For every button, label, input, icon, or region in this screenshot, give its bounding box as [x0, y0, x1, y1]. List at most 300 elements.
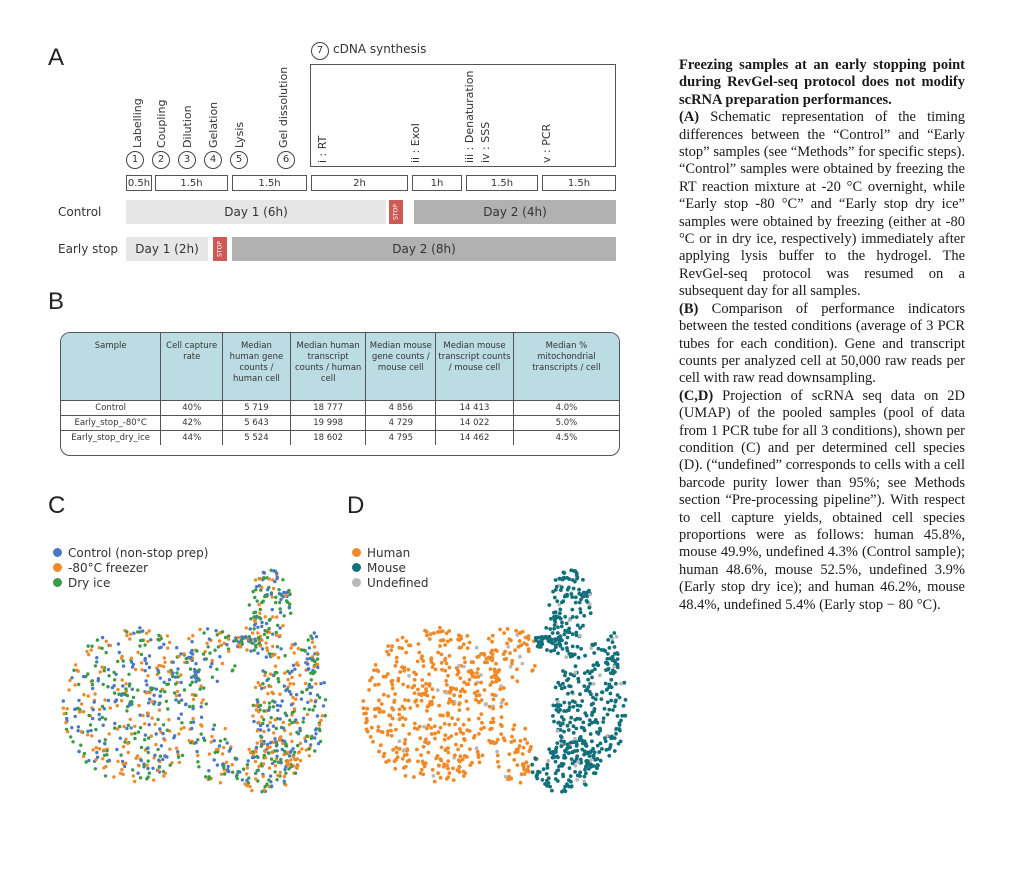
legend-label: Dry ice: [68, 575, 111, 590]
umap-point: [249, 627, 252, 630]
umap-point: [176, 667, 179, 670]
umap-point: [260, 739, 263, 742]
umap-point: [566, 636, 570, 640]
umap-point: [86, 672, 89, 675]
panel-label-d: D: [347, 492, 365, 519]
umap-point: [269, 774, 272, 777]
umap-point: [256, 599, 259, 602]
umap-point: [216, 680, 219, 683]
umap-point: [454, 732, 458, 736]
umap-point: [570, 784, 574, 788]
umap-point: [218, 639, 221, 642]
umap-point: [130, 657, 133, 660]
umap-point: [423, 765, 427, 769]
umap-point: [456, 718, 460, 722]
umap-point: [137, 730, 140, 733]
umap-point: [107, 674, 110, 677]
umap-point: [424, 682, 428, 686]
umap-point: [314, 732, 317, 735]
umap-point: [235, 775, 238, 778]
umap-point: [248, 603, 251, 606]
cdna-step-exoi: ii : ExoI: [409, 123, 422, 163]
umap-point: [449, 687, 453, 691]
umap-point: [101, 757, 104, 760]
umap-point: [291, 696, 294, 699]
umap-point: [447, 629, 451, 633]
umap-point: [166, 729, 169, 732]
umap-point: [597, 647, 601, 651]
umap-point: [593, 707, 597, 711]
umap-point: [174, 675, 177, 678]
umap-point: [567, 577, 571, 581]
umap-point: [73, 683, 76, 686]
umap-point: [276, 576, 279, 579]
umap-point: [401, 705, 405, 709]
umap-point: [426, 742, 430, 746]
umap-point: [576, 677, 580, 681]
umap-point: [267, 778, 270, 781]
umap-point: [86, 733, 89, 736]
umap-point: [456, 769, 460, 773]
umap-point: [133, 725, 136, 728]
umap-point: [614, 700, 618, 704]
umap-point: [396, 755, 400, 759]
umap-point: [601, 690, 605, 694]
umap-point: [580, 699, 584, 703]
umap-point: [606, 700, 610, 704]
umap-point: [302, 717, 305, 720]
umap-point: [255, 585, 258, 588]
step-label-gel-dissolution: Gel dissolution: [277, 66, 290, 148]
umap-point: [296, 721, 299, 724]
early-day2-bar: Day 2 (8h): [232, 237, 616, 261]
umap-point: [612, 659, 616, 663]
umap-point: [564, 641, 568, 645]
performance-table: [60, 332, 620, 456]
umap-point: [500, 701, 504, 705]
umap-point: [554, 704, 558, 708]
umap-point: [274, 596, 277, 599]
umap-point: [554, 760, 558, 764]
umap-point: [259, 588, 262, 591]
umap-point: [382, 675, 386, 679]
umap-point: [270, 784, 273, 787]
umap-point: [159, 690, 162, 693]
umap-point: [420, 678, 424, 682]
umap-point: [98, 747, 101, 750]
umap-point: [124, 687, 127, 690]
umap-point: [384, 760, 388, 764]
umap-point: [523, 727, 527, 731]
legend-label: Mouse: [367, 560, 406, 575]
umap-point: [141, 714, 144, 717]
umap-point: [434, 668, 438, 672]
umap-point: [455, 687, 459, 691]
umap-point: [583, 671, 587, 675]
umap-point: [444, 733, 448, 737]
umap-point: [606, 668, 610, 672]
umap-point: [590, 676, 594, 680]
umap-point: [537, 643, 541, 647]
umap-point: [569, 592, 573, 596]
umap-point: [277, 680, 280, 683]
umap-point: [590, 711, 594, 715]
umap-point: [289, 732, 292, 735]
umap-point: [93, 692, 96, 695]
umap-point: [589, 732, 593, 736]
umap-point: [576, 708, 580, 712]
umap-point: [196, 760, 199, 763]
umap-point: [475, 671, 479, 675]
umap-point: [126, 742, 129, 745]
umap-point: [113, 678, 116, 681]
umap-point: [95, 660, 98, 663]
umap-point: [253, 596, 256, 599]
umap-point: [167, 718, 170, 721]
umap-point: [130, 726, 133, 729]
umap-point: [277, 588, 280, 591]
panel-label-c: C: [48, 492, 66, 519]
umap-point: [82, 693, 85, 696]
umap-point: [553, 637, 557, 641]
umap-point: [587, 763, 591, 767]
umap-point: [288, 603, 291, 606]
umap-point: [127, 751, 130, 754]
umap-point: [294, 642, 297, 645]
umap-point: [268, 619, 271, 622]
umap-point: [574, 601, 578, 605]
umap-point: [391, 679, 395, 683]
table-cell: 40%: [161, 401, 223, 416]
umap-point: [559, 744, 563, 748]
umap-point: [491, 707, 495, 711]
umap-point: [475, 746, 479, 750]
step-number-4: 4: [204, 151, 222, 169]
umap-point: [317, 742, 320, 745]
umap-point: [480, 698, 484, 702]
umap-point: [288, 672, 291, 675]
umap-point: [249, 649, 252, 652]
cdna-step-denaturation: iii : Denaturation: [463, 70, 476, 163]
umap-point: [563, 615, 567, 619]
umap-point: [267, 709, 270, 712]
umap-point: [460, 744, 464, 748]
duration-box: 1.5h: [155, 175, 228, 191]
umap-point: [393, 692, 397, 696]
umap-point: [155, 732, 158, 735]
umap-point: [191, 681, 194, 684]
umap-point: [265, 655, 268, 658]
umap-point: [286, 678, 289, 681]
umap-point: [576, 760, 580, 764]
umap-point: [568, 721, 572, 725]
table-cell: 5.0%: [513, 416, 619, 431]
umap-point: [260, 736, 263, 739]
umap-point: [623, 714, 627, 718]
umap-point: [391, 683, 395, 687]
legend-label: Control (non-stop prep): [68, 545, 209, 560]
umap-point: [588, 682, 592, 686]
umap-point: [420, 768, 424, 772]
umap-point: [145, 632, 148, 635]
umap-point: [222, 766, 225, 769]
umap-point: [100, 665, 103, 668]
umap-point: [288, 593, 291, 596]
umap-point: [502, 686, 506, 690]
umap-point: [481, 754, 485, 758]
umap-point: [119, 772, 122, 775]
umap-point: [564, 655, 568, 659]
umap-point: [386, 733, 390, 737]
umap-point: [125, 634, 128, 637]
umap-point: [153, 723, 156, 726]
umap-point: [560, 625, 564, 629]
umap-point: [404, 717, 408, 721]
umap-point: [587, 589, 591, 593]
umap-point: [556, 625, 560, 629]
umap-point: [275, 743, 278, 746]
umap-point: [155, 688, 158, 691]
umap-point: [311, 708, 314, 711]
umap-point: [607, 754, 611, 758]
umap-point: [474, 675, 478, 679]
umap-point: [125, 709, 128, 712]
umap-point: [573, 671, 577, 675]
umap-point: [254, 645, 257, 648]
umap-point: [145, 691, 148, 694]
umap-point: [398, 739, 402, 743]
umap-point: [292, 755, 295, 758]
umap-point: [466, 646, 470, 650]
umap-point: [573, 718, 577, 722]
umap-point: [482, 726, 486, 730]
umap-point: [415, 698, 419, 702]
umap-point: [76, 729, 79, 732]
umap-point: [604, 682, 608, 686]
umap-point: [268, 631, 271, 634]
table-header: Median % mitochondrial transcripts / cell: [513, 333, 619, 401]
umap-point: [362, 706, 366, 710]
umap-point: [108, 759, 111, 762]
umap-point: [289, 612, 292, 615]
umap-point: [136, 651, 139, 654]
umap-point: [490, 640, 494, 644]
umap-point: [82, 675, 85, 678]
umap-point: [255, 746, 258, 749]
umap-point: [124, 738, 127, 741]
umap-point: [74, 663, 77, 666]
umap-point: [262, 718, 265, 721]
umap-point: [213, 649, 216, 652]
umap-point: [567, 728, 571, 732]
umap-point: [254, 704, 257, 707]
umap-point: [465, 699, 469, 703]
umap-point: [277, 761, 280, 764]
umap-point: [157, 634, 160, 637]
umap-point: [447, 736, 451, 740]
umap-point: [98, 708, 101, 711]
umap-point: [295, 661, 298, 664]
umap-point: [554, 686, 558, 690]
umap-point: [245, 626, 248, 629]
control-row-label: Control: [58, 205, 102, 219]
umap-point: [622, 704, 626, 708]
umap-point: [189, 721, 192, 724]
umap-point: [416, 660, 420, 664]
umap-point: [572, 705, 576, 709]
umap-point: [181, 754, 184, 757]
umap-point: [269, 685, 272, 688]
umap-point: [200, 716, 203, 719]
umap-point: [611, 708, 615, 712]
umap-point: [266, 724, 269, 727]
umap-point: [102, 683, 105, 686]
umap-point: [447, 723, 451, 727]
umap-point: [565, 622, 569, 626]
table-cell: 4 856: [366, 401, 436, 416]
umap-point: [231, 669, 234, 672]
umap-point: [303, 737, 306, 740]
umap-point: [253, 623, 256, 626]
umap-point: [262, 600, 265, 603]
umap-point: [535, 774, 539, 778]
umap-point: [573, 700, 577, 704]
umap-point: [391, 708, 395, 712]
umap-point: [268, 577, 271, 580]
umap-point: [281, 624, 284, 627]
umap-point: [391, 687, 395, 691]
umap-point: [312, 665, 315, 668]
umap-point: [411, 686, 415, 690]
umap-point: [538, 770, 542, 774]
umap-point: [290, 676, 293, 679]
umap-point: [458, 676, 462, 680]
umap-point: [262, 709, 265, 712]
umap-point: [134, 668, 137, 671]
umap-point: [474, 698, 478, 702]
caption-paragraph-a: [679, 109, 965, 300]
umap-point: [278, 738, 281, 741]
umap-point: [146, 746, 149, 749]
umap-point: [80, 702, 83, 705]
umap-point: [377, 699, 381, 703]
umap-point: [313, 736, 316, 739]
umap-point: [144, 679, 147, 682]
umap-point: [128, 704, 131, 707]
umap-point: [178, 761, 181, 764]
umap-point: [168, 678, 171, 681]
umap-point: [213, 758, 216, 761]
umap-point: [268, 706, 271, 709]
umap-point: [206, 627, 209, 630]
umap-point: [420, 693, 424, 697]
umap-point: [139, 726, 142, 729]
umap-point: [398, 747, 402, 751]
umap-point: [367, 688, 371, 692]
umap-point: [588, 690, 592, 694]
umap-point: [188, 739, 191, 742]
umap-point: [558, 608, 562, 612]
umap-point: [129, 718, 132, 721]
umap-point: [151, 767, 154, 770]
umap-point: [98, 740, 101, 743]
umap-point: [566, 743, 570, 747]
umap-point: [190, 727, 193, 730]
umap-point: [396, 679, 400, 683]
umap-point: [246, 766, 249, 769]
umap-point: [180, 712, 183, 715]
umap-point: [562, 709, 566, 713]
umap-point: [263, 571, 266, 574]
cdna-synthesis-title: cDNA synthesis: [333, 42, 427, 56]
umap-point: [361, 699, 365, 703]
umap-point: [220, 773, 223, 776]
umap-point: [576, 576, 580, 580]
umap-point: [242, 768, 245, 771]
umap-point: [404, 651, 408, 655]
umap-point: [394, 664, 398, 668]
table-cell: 14 413: [436, 401, 514, 416]
umap-point: [514, 629, 518, 633]
umap-point: [104, 774, 107, 777]
umap-point: [147, 751, 150, 754]
umap-point: [199, 684, 202, 687]
umap-point: [116, 660, 119, 663]
umap-point: [445, 662, 449, 666]
umap-point: [179, 681, 182, 684]
umap-point: [425, 709, 429, 713]
umap-point: [295, 693, 298, 696]
umap-point: [494, 662, 498, 666]
umap-point: [440, 661, 444, 665]
step-number-2: 2: [152, 151, 170, 169]
umap-point: [498, 687, 502, 691]
umap-point: [100, 647, 103, 650]
umap-point: [313, 705, 316, 708]
umap-point: [228, 749, 231, 752]
umap-point: [294, 772, 297, 775]
umap-point: [288, 754, 291, 757]
umap-point: [446, 775, 450, 779]
umap-point: [297, 647, 300, 650]
umap-point: [256, 700, 259, 703]
umap-point: [264, 641, 267, 644]
umap-point: [164, 772, 167, 775]
umap-point: [555, 741, 559, 745]
umap-point: [299, 742, 302, 745]
umap-point: [159, 676, 162, 679]
umap-point: [200, 732, 203, 735]
umap-point: [550, 789, 554, 793]
umap-point: [70, 726, 73, 729]
umap-point: [140, 653, 143, 656]
umap-point: [201, 698, 204, 701]
umap-point: [147, 736, 150, 739]
umap-point: [132, 696, 135, 699]
umap-point: [586, 678, 590, 682]
umap-point: [184, 703, 187, 706]
umap-point: [254, 578, 257, 581]
umap-point: [582, 591, 586, 595]
umap-point: [551, 590, 555, 594]
umap-point: [578, 607, 582, 611]
umap-point: [280, 761, 283, 764]
umap-point: [545, 648, 549, 652]
umap-point: [91, 717, 94, 720]
umap-point: [238, 770, 241, 773]
umap-point: [273, 737, 276, 740]
umap-point: [98, 713, 101, 716]
